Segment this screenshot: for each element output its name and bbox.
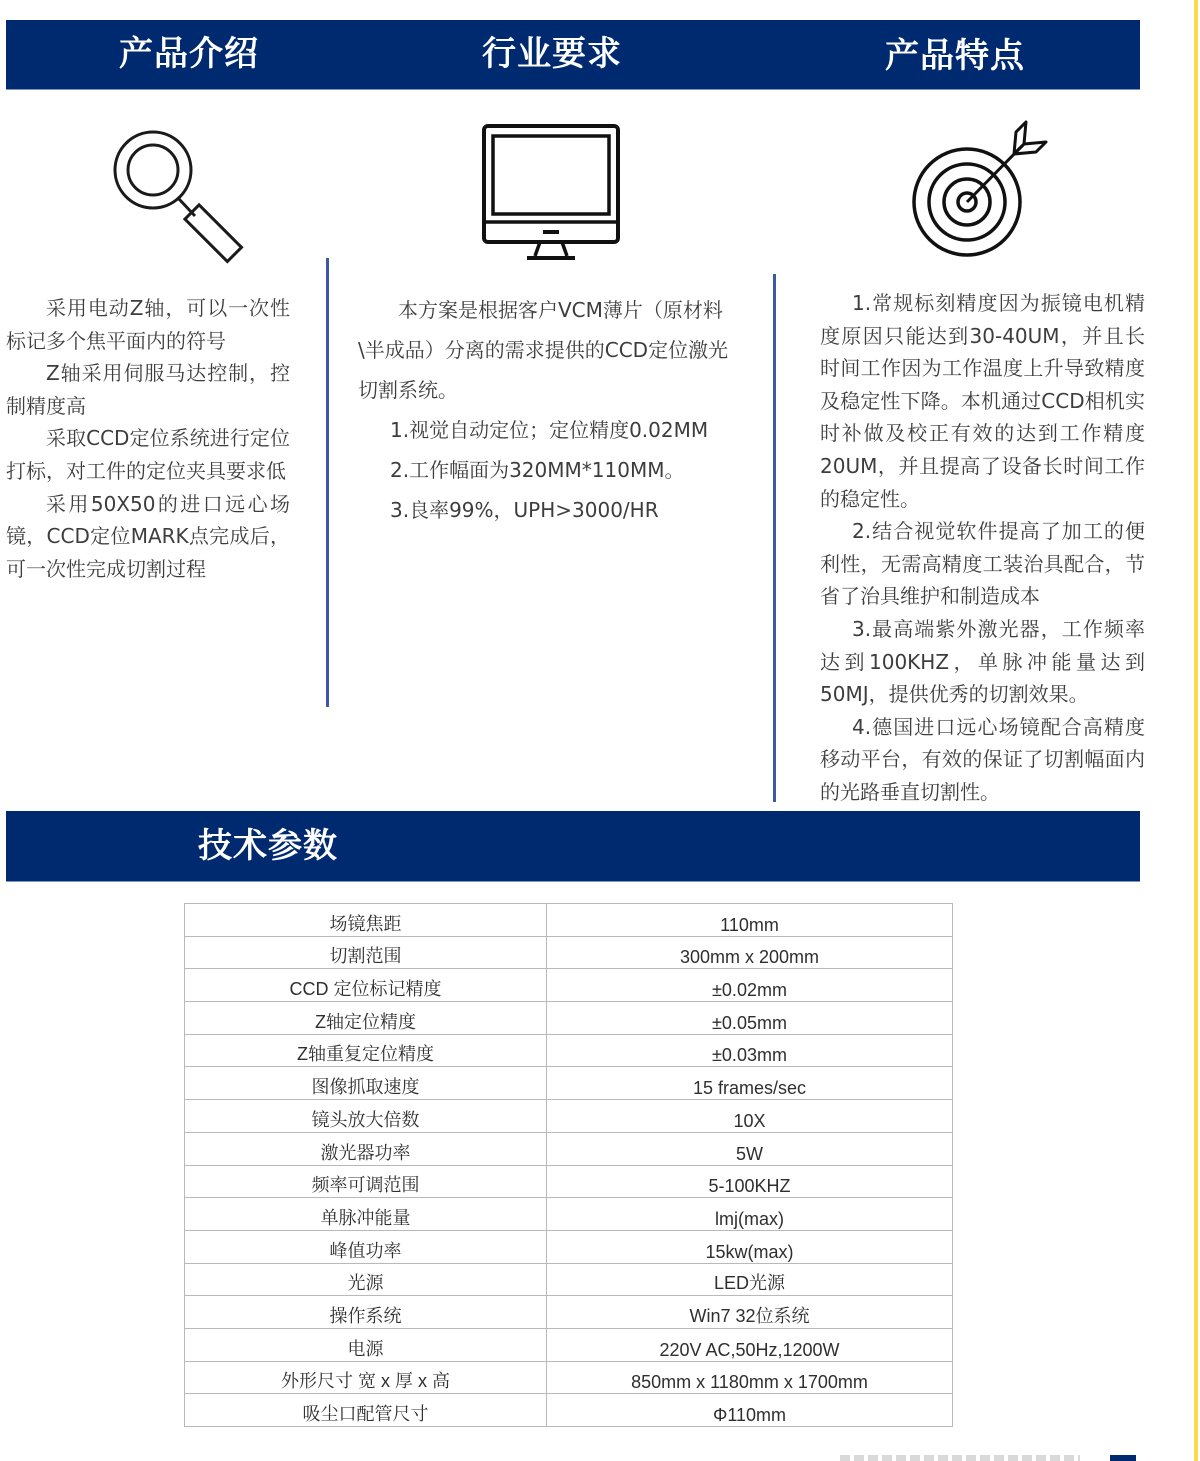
- table-row: [185, 1034, 953, 1067]
- target-arrow-icon: [910, 118, 1050, 266]
- requirement-item: 1.视觉自动定位；定位精度0.02MM: [390, 418, 709, 442]
- spec-value: ±0.05mm: [547, 1002, 953, 1035]
- table-row: [185, 1132, 953, 1165]
- spec-value: 220V AC,50Hz,1200W: [547, 1328, 953, 1361]
- spec-value: 300mm x 200mm: [547, 936, 953, 969]
- spec-value: 5-100KHZ: [547, 1165, 953, 1198]
- spec-value: 850mm x 1180mm x 1700mm: [547, 1361, 953, 1394]
- feature-item: 4.德国进口远心场镜配合高精度移动平台，有效的保证了切割幅面内的光路垂直切割性。: [820, 714, 1145, 804]
- heading-industry-requirements: 行业要求: [482, 34, 622, 74]
- intro-paragraph: 采用50X50的进口远心场镜，CCD定位MARK点完成后，可一次性完成切割过程: [6, 491, 290, 581]
- spec-value: LED光源: [547, 1263, 953, 1296]
- spec-name: 电源: [185, 1328, 547, 1361]
- spec-name: 激光器功率: [185, 1132, 547, 1165]
- spec-value: lmj(max): [547, 1198, 953, 1231]
- footer-faded-text: [840, 1455, 1080, 1461]
- table-row: [185, 1296, 953, 1329]
- heading-product-intro: 产品介绍: [119, 34, 259, 74]
- table-row: [185, 969, 953, 1002]
- feature-item: 2.结合视觉软件提高了加工的便利性，无需高精度工装治具配合，节省了治具维护和制造成本: [820, 519, 1145, 609]
- table-row: [185, 1067, 953, 1100]
- table-row: [185, 1394, 953, 1427]
- requirement-item: 2.工作幅面为320MM*110MM。: [390, 458, 685, 482]
- table-row: [185, 1002, 953, 1035]
- table-row: [185, 1361, 953, 1394]
- spec-name: 镜头放大倍数: [185, 1100, 547, 1133]
- spec-value: 10X: [547, 1100, 953, 1133]
- tech-params-header-bar: [6, 811, 1140, 882]
- spec-value: Φ110mm: [547, 1394, 953, 1427]
- intro-paragraph: 采用电动Z轴，可以一次性标记多个焦平面内的符号: [6, 296, 290, 353]
- spec-value: 110mm: [547, 904, 953, 937]
- column-divider-left: [326, 258, 329, 707]
- magnifier-icon: [112, 124, 248, 266]
- spec-name: 外形尺寸 宽 x 厚 x 高: [185, 1361, 547, 1394]
- edge-accent-stripe: [1194, 0, 1198, 1461]
- spec-name: 峰值功率: [185, 1230, 547, 1263]
- feature-item: 1.常规标刻精度因为振镜电机精度原因只能达到30-40UM，并且长时间工作因为工作温度上升导致精度及稳定性下降。本机通过CCD相机实时补做及校正有效的达到工作精度20UM，并且提高了设备长时间工作的稳定性。: [820, 291, 1145, 511]
- requirement-item: 3.良率99%，UPH>3000/HR: [390, 498, 659, 522]
- table-row: [185, 904, 953, 937]
- table-row: [185, 1230, 953, 1263]
- monitor-icon: [480, 122, 622, 264]
- spec-value: ±0.03mm: [547, 1034, 953, 1067]
- spec-name: 单脉冲能量: [185, 1198, 547, 1231]
- spec-name: Z轴重复定位精度: [185, 1034, 547, 1067]
- spec-name: 光源: [185, 1263, 547, 1296]
- spec-value: 15kw(max): [547, 1230, 953, 1263]
- requirements-intro: 本方案是根据客户VCM薄片（原材料\半成品）分离的需求提供的CCD定位激光切割系统。: [358, 298, 729, 402]
- footer-accent-mark: [1110, 1455, 1136, 1461]
- table-row: [185, 936, 953, 969]
- spec-name: 场镜焦距: [185, 904, 547, 937]
- spec-table: [184, 903, 953, 1427]
- spec-name: CCD 定位标记精度: [185, 969, 547, 1002]
- spec-value: ±0.02mm: [547, 969, 953, 1002]
- section-header-bar: [6, 20, 1140, 90]
- spec-name: Z轴定位精度: [185, 1002, 547, 1035]
- table-row: [185, 1263, 953, 1296]
- spec-name: 切割范围: [185, 936, 547, 969]
- industry-requirements-text: [358, 290, 748, 530]
- intro-paragraph: 采取CCD定位系统进行定位打标，对工件的定位夹具要求低: [6, 426, 290, 483]
- spec-name: 吸尘口配管尺寸: [185, 1394, 547, 1427]
- column-divider-right: [773, 274, 776, 802]
- table-row: [185, 1198, 953, 1231]
- intro-paragraph: Z轴采用伺服马达控制，控制精度高: [6, 361, 290, 418]
- spec-name: 频率可调范围: [185, 1165, 547, 1198]
- product-intro-text: [6, 292, 290, 585]
- spec-name: 操作系统: [185, 1296, 547, 1329]
- heading-tech-params: 技术参数: [198, 826, 338, 866]
- table-row: [185, 1328, 953, 1361]
- table-row: [185, 1100, 953, 1133]
- spec-name: 图像抓取速度: [185, 1067, 547, 1100]
- product-features-text: [820, 287, 1145, 809]
- spec-value: 15 frames/sec: [547, 1067, 953, 1100]
- feature-item: 3.最高端紫外激光器，工作频率达到100KHZ，单脉冲能量达到50MJ，提供优秀的切割效果。: [820, 616, 1145, 707]
- table-row: [185, 1165, 953, 1198]
- spec-value: Win7 32位系统: [547, 1296, 953, 1329]
- spec-value: 5W: [547, 1132, 953, 1165]
- heading-product-features: 产品特点: [885, 36, 1025, 76]
